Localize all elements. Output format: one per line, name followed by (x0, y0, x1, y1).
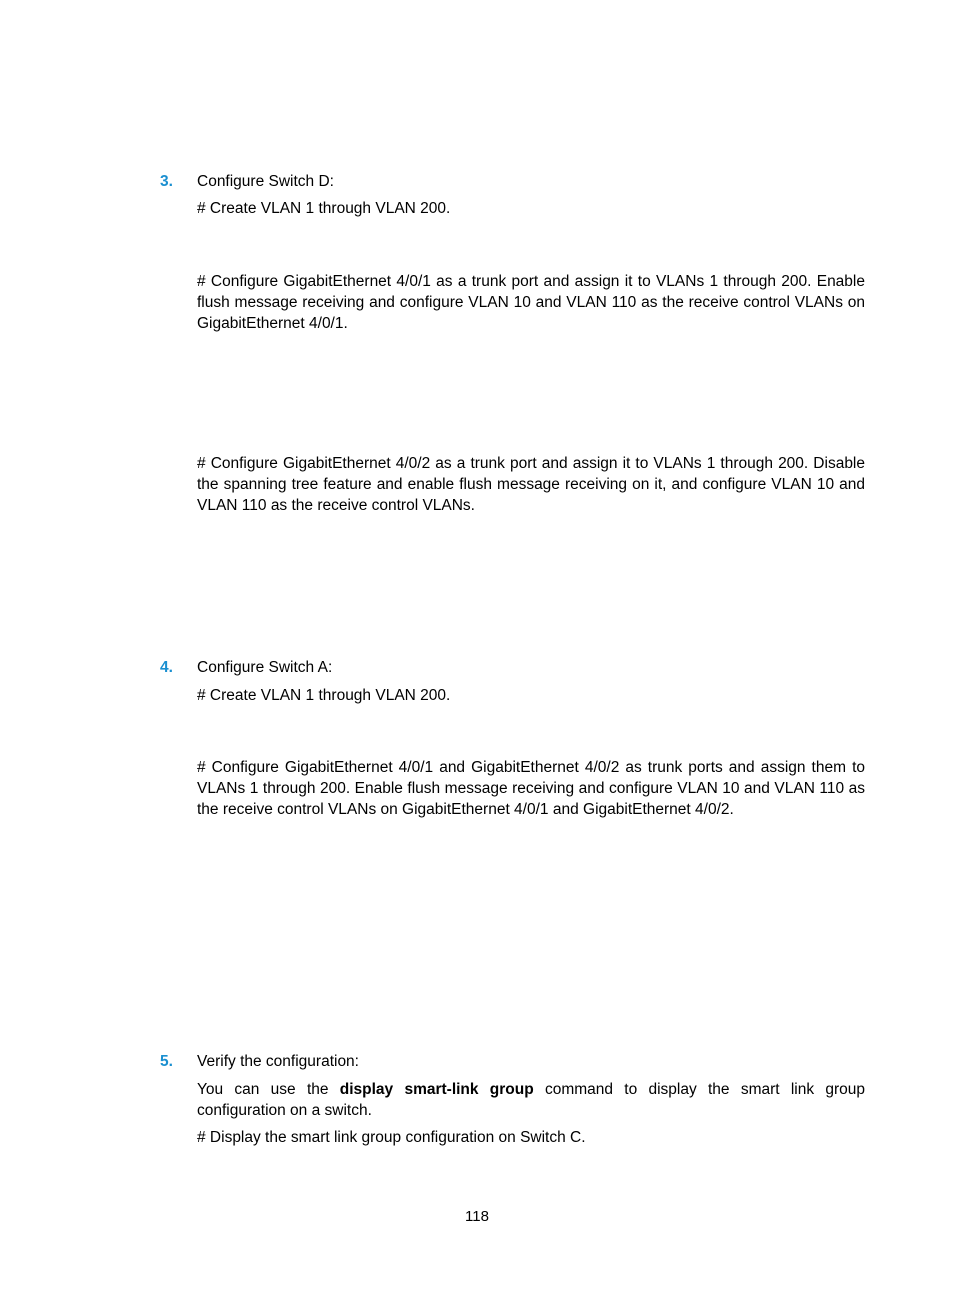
step-number: 4. (160, 659, 173, 676)
step-paragraph: # Configure GigabitEthernet 4/0/2 as a trunk port and assign it to VLANs 1 through 200. Disable the spanning tree feature and enable flush message receiving on it, and configure VLAN 10 and VLAN 110 as the receive control VLANs. (197, 455, 865, 514)
step-paragraph: # Configure GigabitEthernet 4/0/1 as a trunk port and assign it to VLANs 1 through 200. Enable flush message receiving and configure VLAN 10 and VLAN 110 as the receive control VLANs on GigabitEthernet 4/0/1. (197, 273, 865, 332)
step-paragraph (197, 1079, 865, 1121)
step-paragraph: # Create VLAN 1 through VLAN 200. (197, 200, 451, 217)
command-name: display smart-link group (339, 1081, 534, 1098)
step-title: Verify the configuration: (197, 1053, 359, 1070)
verify-text-post: command to display the smart link group configuration on a switch. (197, 1081, 865, 1119)
step-number: 5. (160, 1053, 173, 1070)
page-number: 118 (465, 1208, 489, 1225)
step-paragraph: # Display the smart link group configuration on Switch C. (197, 1129, 586, 1146)
verify-text-pre: You can use the (197, 1081, 340, 1098)
step-paragraph: # Create VLAN 1 through VLAN 200. (197, 687, 451, 704)
step-number: 3. (160, 173, 173, 190)
step-title: Configure Switch A: (197, 659, 333, 676)
step-paragraph: # Configure GigabitEthernet 4/0/1 and GigabitEthernet 4/0/2 as trunk ports and assign them to VLANs 1 through 200. Enable flush message receiving and configure VLAN 10 and VLAN 110 as the receive control VLANs on GigabitEthernet 4/0/1 and GigabitEthernet 4/0/2. (197, 759, 865, 818)
step-title: Configure Switch D: (197, 173, 334, 190)
